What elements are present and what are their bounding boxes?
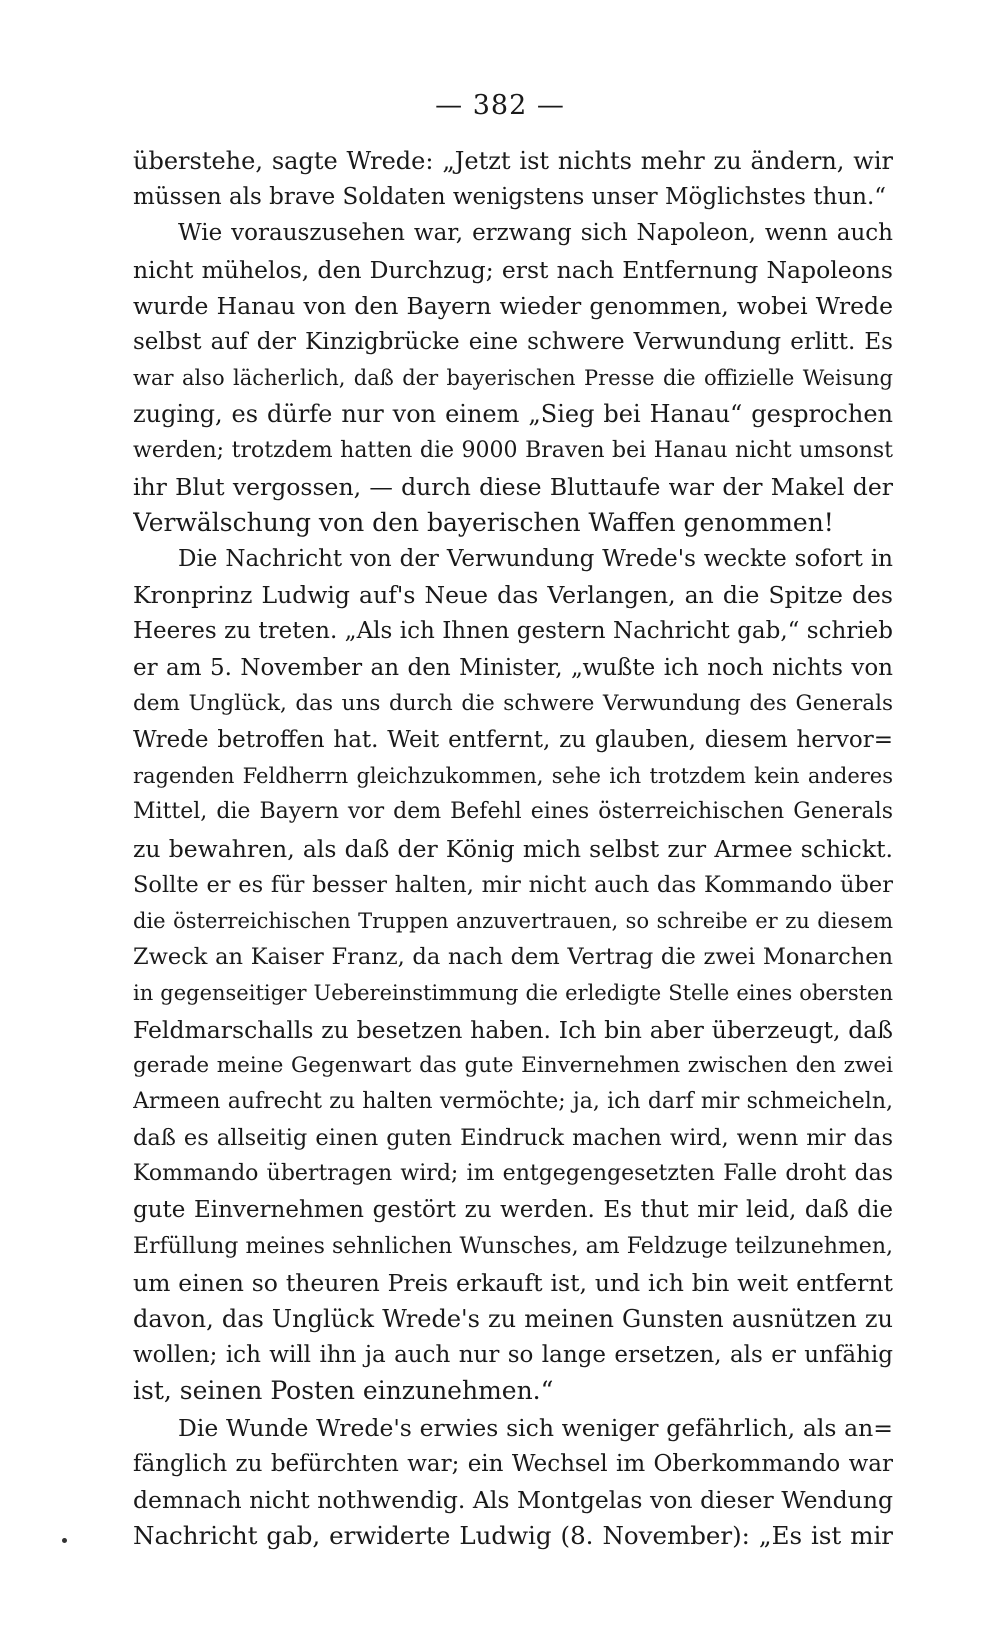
text-line: selbst auf der Kinzigbrücke eine schwere Verwundung erlitt. Es [133,328,893,355]
text-line: wollen; ich will ihn ja auch nur so lange ersetzen, als er unfähig [133,1342,893,1369]
text-line: dem Unglück, das uns durch die schwere Verwundung des Generals [133,690,893,716]
text-line: er am 5. November an den Minister, „wußte ich noch nichts von [133,654,893,681]
ink-speck [62,1538,67,1543]
text-line: demnach nicht nothwendig. Als Montgelas von dieser Wendung [133,1485,893,1514]
text-line: Die Wunde Wrede's erwies sich weniger gefährlich, als an= [178,1413,893,1442]
text-line: ist, seinen Posten einzunehmen.“ [133,1376,554,1406]
text-line: zuging, es dürfe nur von einem „Sieg bei Hanau“ gesprochen [133,400,893,429]
text-line: Armeen aufrecht zu halten vermöchte; ja, ich darf mir schmeicheln, [133,1088,893,1114]
text-line: müssen als brave Soldaten wenigstens unser Möglichstes thun.“ [133,184,887,211]
text-line: wurde Hanau von den Bayern wieder genommen, wobei Wrede [133,291,893,320]
text-line: gerade meine Gegenwart das gute Einvernehmen zwischen den zwei [133,1052,893,1078]
text-line: davon, das Unglück Wrede's zu meinen Gunsten ausnützen zu [133,1305,893,1333]
text-line: ragenden Feldherrn gleichzukommen, sehe ich trotzdem kein anderes [133,764,893,789]
page-number: — 382 — [435,90,565,121]
text-line: Mittel, die Bayern vor dem Befehl eines österreichischen Generals [133,799,893,825]
text-line: Kommando übertragen wird; im entgegengesetzten Falle droht das [133,1161,893,1187]
text-line: zu bewahren, als daß der König mich selbst zur Armee schickt. [133,834,893,863]
text-line: war also lächerlich, daß der bayerischen Presse die offizielle Weisung [133,366,893,391]
text-line: Kronprinz Ludwig auf's Neue das Verlangen, an die Spitze des [133,581,893,610]
text-line: überstehe, sagte Wrede: „Jetzt ist nichts mehr zu ändern, wir [133,147,893,175]
text-line: in gegenseitiger Uebereinstimmung die erledigte Stelle eines obersten [133,981,893,1006]
text-line: daß es allseitig einen guten Eindruck machen wird, wenn mir das [133,1125,893,1152]
text-line: Feldmarschalls zu besetzen haben. Ich bin aber überzeugt, daß [133,1015,893,1044]
text-line: Nachricht gab, erwiderte Ludwig (8. November): „Es ist mir [133,1521,893,1551]
text-line: fänglich zu befürchten war; ein Wechsel im Oberkommando war [133,1450,893,1477]
text-line: Erfüllung meines sehnlichen Wunsches, am Feldzuge teilzunehmen, [133,1233,893,1259]
body-text [133,143,893,1554]
text-line: Zweck an Kaiser Franz, da nach dem Vertrag die zwei Monarchen [133,944,893,971]
text-line: gute Einvernehmen gestört zu werden. Es thut mir leid, daß die [133,1197,893,1224]
text-line: Wie vorauszusehen war, erzwang sich Napoleon, wenn auch [178,220,893,247]
text-line: um einen so theuren Preis erkauft ist, und ich bin weit entfernt [133,1268,893,1297]
text-line: Wrede betroffen hat. Weit entfernt, zu glauben, diesem hervor= [133,727,893,753]
text-line: Sollte er es für besser halten, mir nicht auch das Kommando über [133,871,893,898]
text-line: ihr Blut vergossen, — durch diese Bluttaufe war der Makel der [133,472,893,501]
text-line: nicht mühelos, den Durchzug; erst nach Entfernung Napoleons [133,255,893,284]
text-line: werden; trotzdem hatten die 9000 Braven bei Hanau nicht umsonst [133,437,893,463]
text-line: Die Nachricht von der Verwundung Wrede's weckte sofort in [178,546,893,573]
text-line: Heeres zu treten. „Als ich Ihnen gestern Nachricht gab,“ schrieb [133,618,893,645]
text-line: Verwälschung von den bayerischen Waffen genommen! [133,507,834,537]
text-line: die österreichischen Truppen anzuvertrauen, so schreibe er zu diesem [133,908,893,933]
